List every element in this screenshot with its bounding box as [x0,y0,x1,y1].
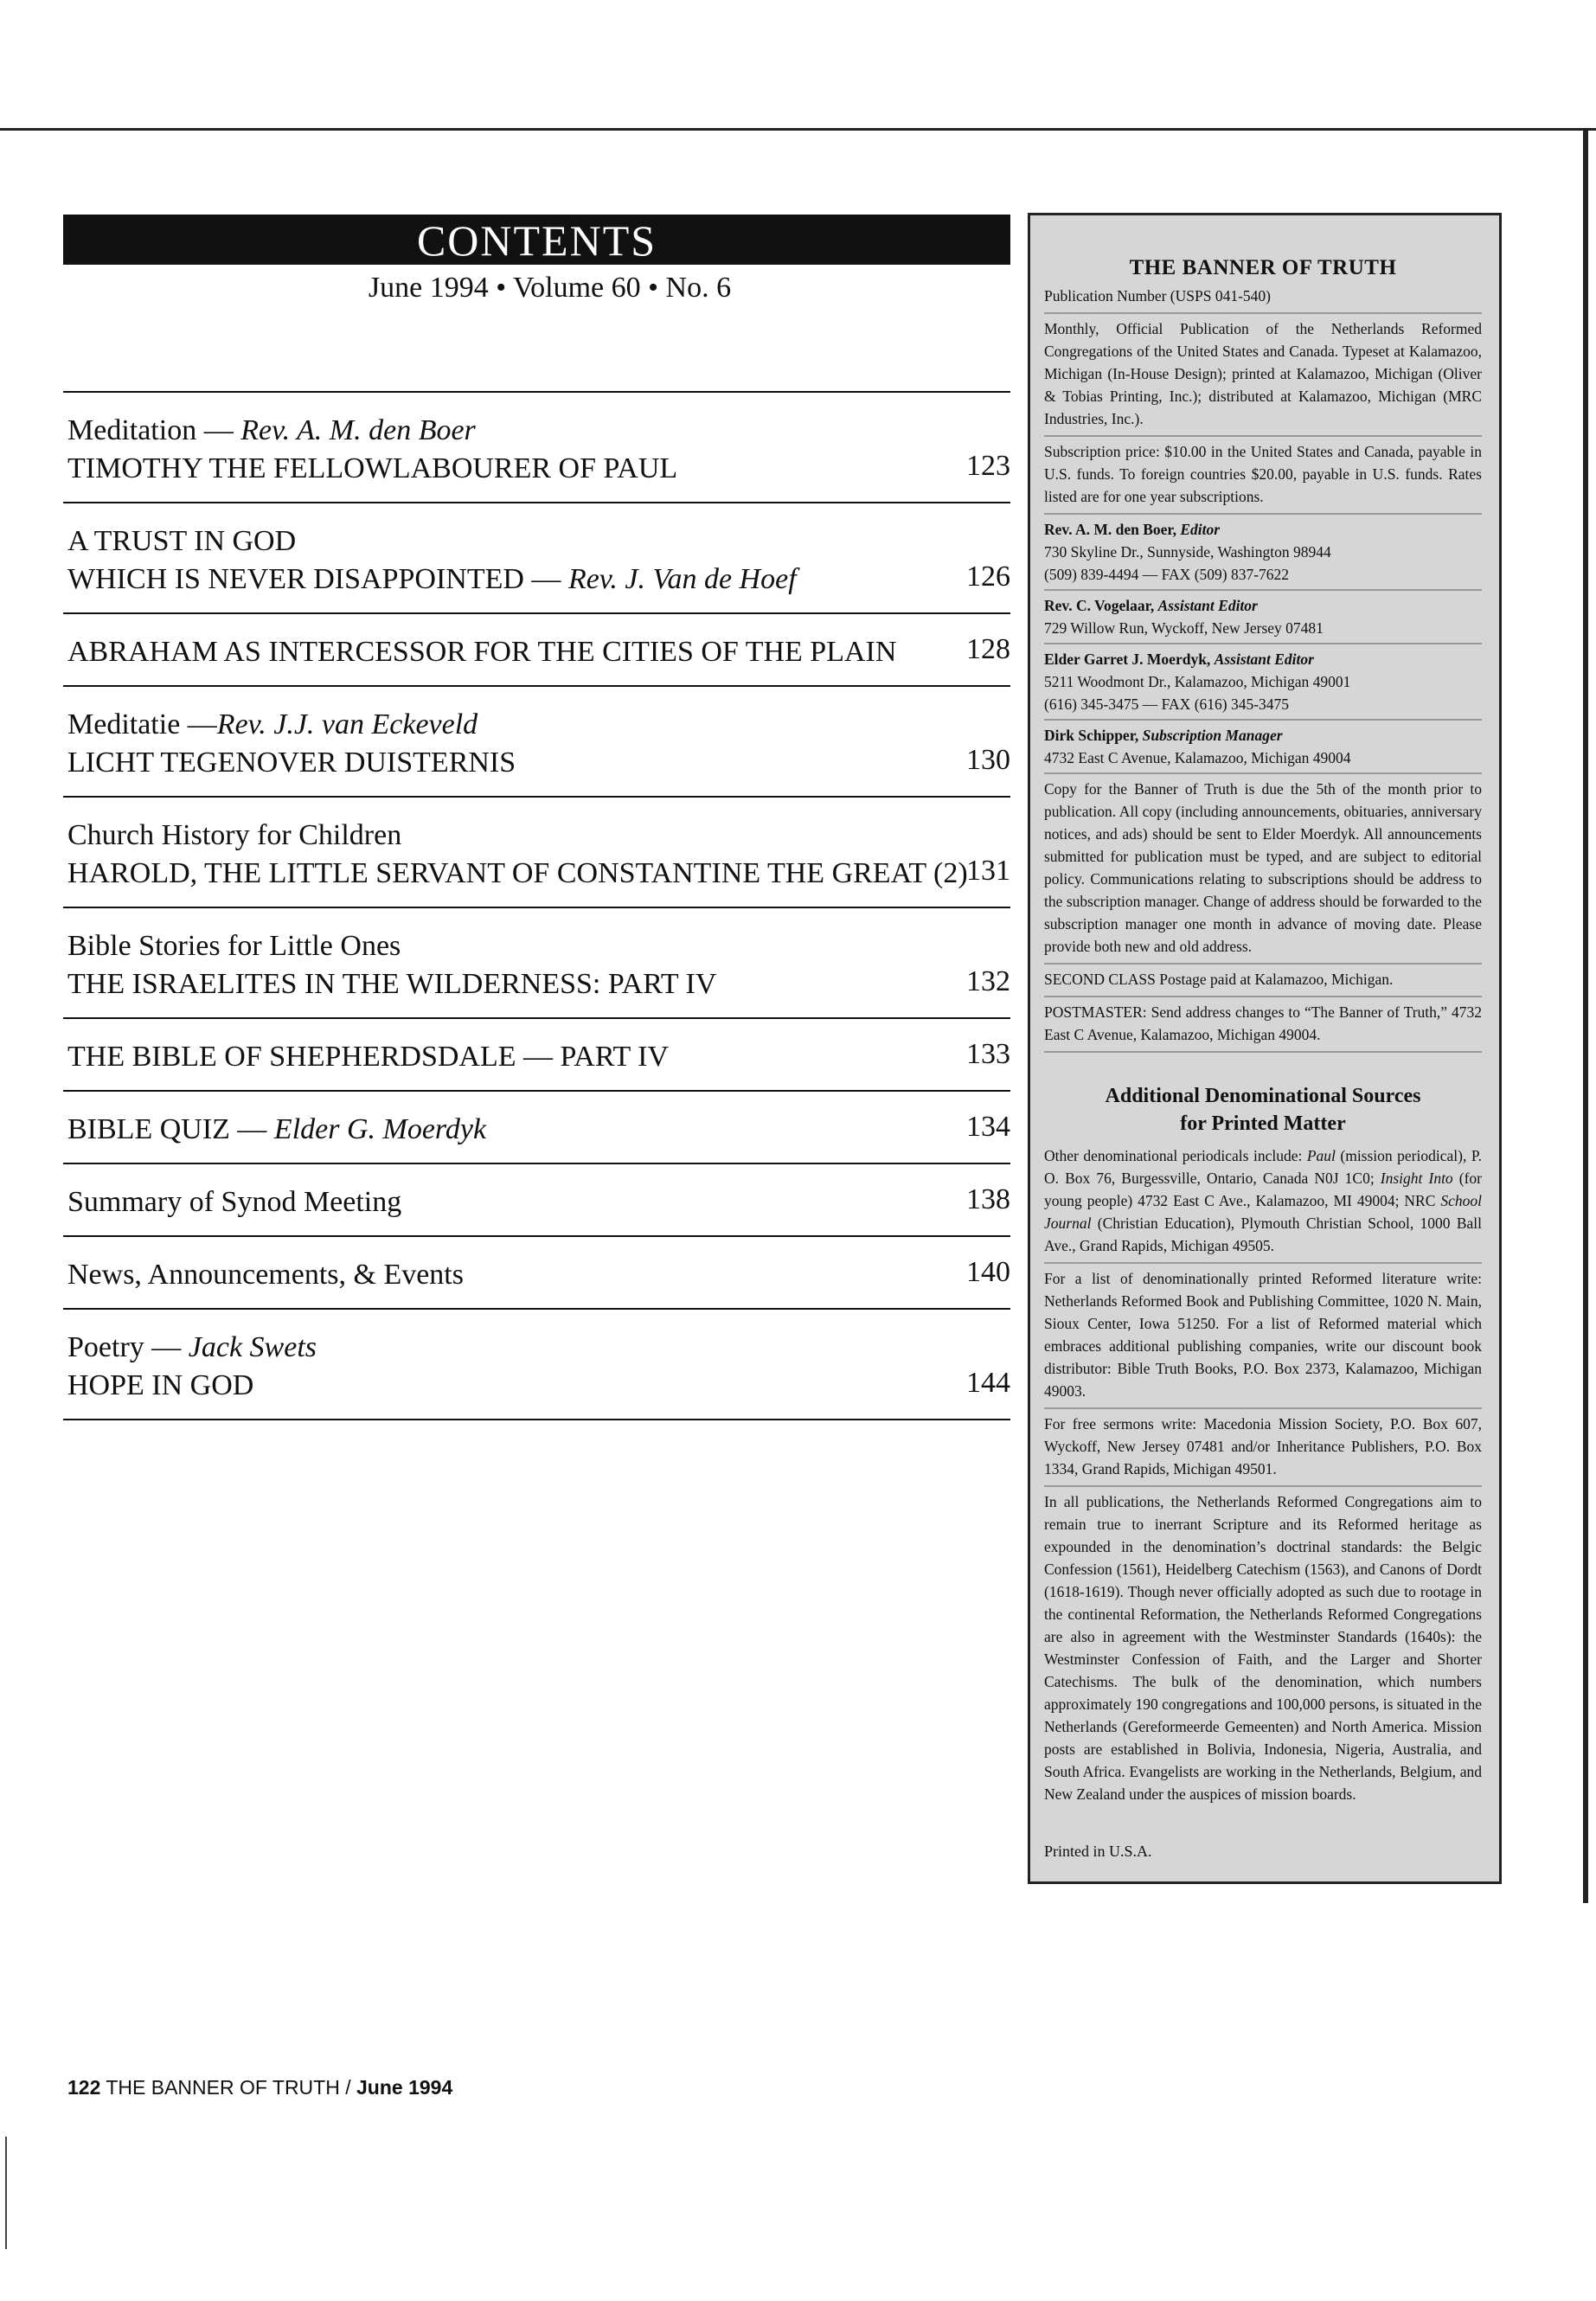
contents-column [63,215,1010,1420]
toc-entry[interactable] [63,1017,1010,1090]
toc-entry[interactable] [63,685,1010,796]
staff-editor [1044,518,1482,591]
toc-entry[interactable] [63,391,1010,502]
sources-heading [1044,1082,1482,1138]
staff-address: 5211 Woodmont Dr., Kalamazoo, Michigan 49001 [1044,673,1351,690]
toc-title: HAROLD, THE LITTLE SERVANT OF CONSTANTINE THE GREAT (2) [67,857,968,889]
toc-title: News, Announcements, & Events [67,1259,464,1291]
toc-title: TIMOTHY THE FELLOWLABOURER OF PAUL [67,452,678,484]
staff-assistant-editor [1044,648,1482,721]
toc-line-2: WHICH IS NEVER DISAPPOINTED — Rev. J. Van de Hoef [67,563,797,595]
toc-line-1: Meditation — Rev. A. M. den Boer [67,414,476,446]
scan-left-mark [5,2137,7,2249]
toc-line-1: Meditatie —Rev. J.J. van Eckeveld [67,708,478,740]
toc-title: THE ISRAELITES IN THE WILDERNESS: PART IV [67,968,717,1000]
staff-address: 730 Skyline Dr., Sunnyside, Washington 98944 [1044,543,1331,561]
page-number: 122 [67,2076,101,2099]
toc-entry[interactable] [63,612,1010,685]
contents-banner: CONTENTS [63,215,1010,265]
publication-description: Monthly, Official Publication of the Netherlands Reformed Congregations of the United States and Canada. Typeset at Kalamazoo, Michigan (In-House Design); printed at Kalamazoo, Michigan (Oliver & Tobias Printing, Inc.); distributed at Kalamazoo, Michigan (MRC Industries, Inc.). [1044,317,1482,437]
toc-page-number: 126 [966,561,1010,593]
staff-phone: (616) 345-3475 — FAX (616) 345-3475 [1044,695,1290,713]
toc-title: BIBLE QUIZ — Elder G. Moerdyk [67,1113,487,1145]
staff-name: Rev. A. M. den Boer, Editor [1044,521,1221,538]
toc-entry[interactable] [63,502,1010,612]
toc-page-number: 144 [966,1367,1010,1399]
masthead-title: THE BANNER OF TRUTH [1129,256,1397,279]
staff-name: Rev. C. Vogelaar, Assistant Editor [1044,597,1258,614]
staff-assistant-editor [1044,594,1482,644]
toc-title: Summary of Synod Meeting [67,1186,402,1218]
staff-subscription-manager [1044,724,1482,774]
literature-paragraph: For a list of denominationally printed Reformed literature write: Netherlands Reformed Book and Publishing Committee, 1020 N. Main, Sioux Center, Iowa 51250. For a list of Reformed material which embraces additional publishing companies, write our discount book distributor: Bible Truth Books, P.O. Box 2373, Kalamazoo, Michigan 49003. [1044,1267,1482,1409]
publication-number: Publication Number (USPS 041-540) [1044,285,1482,314]
toc-title: A TRUST IN GOD [67,525,297,557]
sermons-paragraph: For free sermons write: Macedonia Mission Society, P.O. Box 607, Wyckoff, New Jersey 07481 and/or Inheritance Publishers, P.O. Box 1334, Grand Rapids, Michigan 49501. [1044,1413,1482,1487]
toc-page-number: 140 [966,1256,1010,1288]
doctrine-paragraph: In all publications, the Netherlands Reformed Congregations aim to remain true to inerrant Scripture and its Reformed heritage as expounded in the denomination’s doctrinal standards: the Belgic Confession (1561), Heidelberg Catechism (1563), and Canons of Dordt (1618-1619). Though never officially adopted as such due to rootage in the continental Reformation, the Netherlands Reformed Congregations are also in agreement with the Westminster Standards (1640s): the Westminster Confession of Faith, and the Larger and Shorter Catechisms. The bulk of the denomination, which numbers approximately 190 congregations and 100,000 persons, is situated in the Netherlands (Gereformeerde Gemeenten) and North America. Mission posts are established in Bolivia, Indonesia, Nigeria, Australia, and South Africa. Evangelists are working in the Netherlands, Belgium, and New Zealand under the auspices of mission boards. [1044,1493,1482,1803]
toc-title: LICHT TEGENOVER DUISTERNIS [67,747,516,779]
footer-date: June 1994 [356,2076,453,2099]
toc-title: HOPE IN GOD [67,1369,254,1401]
toc-page-number: 138 [966,1183,1010,1215]
toc-line-1: Poetry — Jack Swets [67,1331,317,1363]
staff-phone: (509) 839-4494 — FAX (509) 837-7622 [1044,566,1290,583]
printed-in-usa: Printed in U.S.A. [1044,1843,1152,1860]
page-footer [67,2076,452,2099]
staff-address: 4732 East C Avenue, Kalamazoo, Michigan 49004 [1044,749,1351,766]
staff-name: Elder Garret J. Moerdyk, Assistant Editor [1044,651,1314,668]
copy-note: Copy for the Banner of Truth is due the 5th of the month prior to publication. All copy (including announcements, obituaries, anniversary notices, and ads) should be sent to Elder Moerdyk. All announcements submitted for publication must be typed, and are subject to editorial policy. Communications relating to subscriptions should be address to the subscription manager. Change of address should be forwarded to the subscription manager one month in advance of moving date. Please provide both new and old address. [1044,778,1482,965]
staff-name: Dirk Schipper, Subscription Manager [1044,727,1283,744]
toc-entry[interactable] [63,796,1010,907]
second-class-note: SECOND CLASS Postage paid at Kalamazoo, Michigan. [1044,968,1482,997]
scan-right-border [1583,130,1588,1903]
masthead-sidebar [1028,213,1502,1884]
table-of-contents [63,391,1010,1420]
toc-entry[interactable] [63,907,1010,1017]
toc-page-number: 132 [966,965,1010,997]
toc-entry[interactable] [63,1235,1010,1308]
toc-page-number: 123 [966,450,1010,482]
sources-heading-line-1: Additional Denominational Sources [1105,1085,1421,1107]
toc-line-1: Church History for Children [67,819,402,851]
toc-page-number: 133 [966,1038,1010,1070]
toc-title: ABRAHAM AS INTERCESSOR FOR THE CITIES OF THE PLAIN [67,636,897,668]
postmaster-note: POSTMASTER: Send address changes to “The Banner of Truth,” 4732 East C Avenue, Kalamazoo, Michigan 49004. [1044,1001,1482,1053]
footer-publication: THE BANNER OF TRUTH / [100,2076,356,2099]
toc-title: THE BIBLE OF SHEPHERDSDALE — PART IV [67,1041,670,1073]
sources-heading-line-2: for Printed Matter [1180,1112,1346,1135]
toc-entry[interactable] [63,1163,1010,1235]
toc-line-1: Bible Stories for Little Ones [67,930,401,962]
toc-page-number: 130 [966,744,1010,776]
toc-page-number: 131 [966,855,1010,887]
issue-line: June 1994 • Volume 60 • No. 6 [368,272,732,304]
staff-address: 729 Willow Run, Wyckoff, New Jersey 07481 [1044,619,1324,637]
toc-entry[interactable] [63,1308,1010,1420]
periodicals-paragraph: Other denominational periodicals include: Paul (mission periodical), P. O. Box 76, Burgessville, Ontario, Canada N0J 1C0; Insight Into (for young people) 4732 East C Ave., Kalamazoo, MI 49004; NRC School Journal (Christian Education), Plymouth Christian School, 1000 Ball Ave., Grand Rapids, Michigan 49505. [1044,1144,1482,1264]
subscription-price: Subscription price: $10.00 in the United States and Canada, payable in U.S. funds. To foreign countries $20.00, payable in U.S. funds. Rates listed are for one year subscriptions. [1044,440,1482,515]
toc-entry[interactable] [63,1090,1010,1163]
toc-page-number: 128 [966,633,1010,665]
toc-page-number: 134 [966,1111,1010,1143]
scan-top-border [0,128,1596,131]
